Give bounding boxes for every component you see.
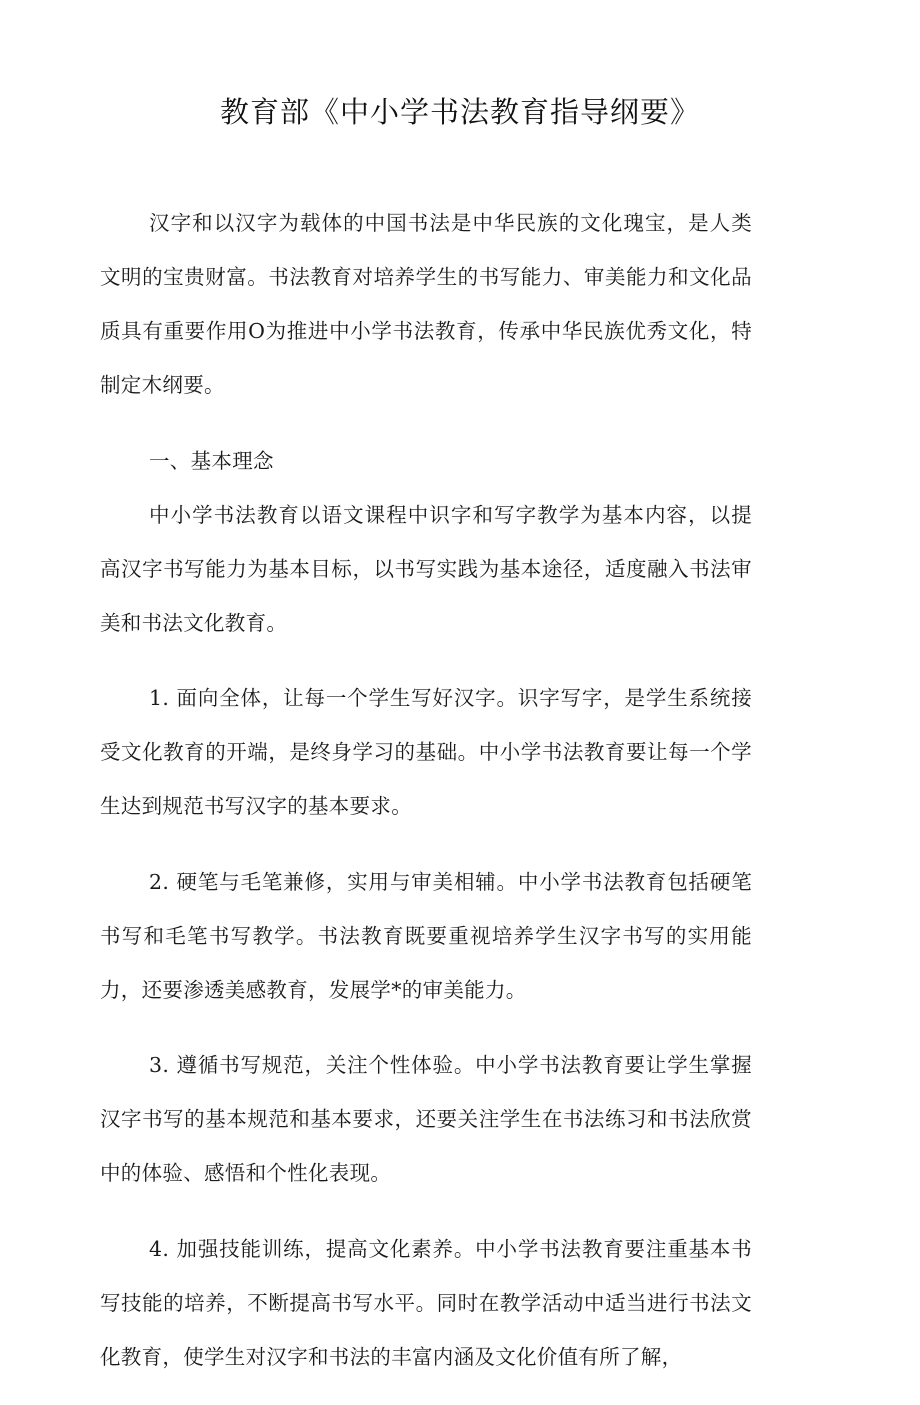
paragraph-intro: 汉字和以汉字为载体的中国书法是中华民族的文化瑰宝，是人类文明的宝贵财富。书法教育对培养学生的书写能力、审美能力和文化品质具有重要作用O为推进中小学书法教育，传承中华民族优秀文化，特制定木纲要。 <box>100 211 752 397</box>
list-item-3: 3. 遵循书写规范，关注个性体验。中小学书法教育要让学生掌握汉字书写的基本规范和基本要求，还要关注学生在书法练习和书法欣赏中的体验、感悟和个性化表现。 <box>100 1053 752 1185</box>
document-title: 教育部《中小学书法教育指导纲要》 <box>219 95 700 129</box>
list-item-4: 4. 加强技能训练，提高文化素养。中小学书法教育要注重基本书写技能的培养，不断提高书写水平。同时在教学活动中适当进行书法文化教育，使学生对汉字和书法的丰富内涵及文化价值有所了解， <box>100 1236 752 1369</box>
list-item-1: 1. 面向全体，让每一个学生写好汉字。识字写字，是学生系统接受文化教育的开端，是终身学习的基础。中小学书法教育要让每一个学生达到规范书写汉字的基本要求。 <box>100 686 752 818</box>
section-heading-basic-concept: 一、基本理念 <box>149 448 274 473</box>
document-body <box>100 196 752 1405</box>
list-item-2: 2. 硬笔与毛笔兼修，实用与审美相辅。中小学书法教育包括硬笔书写和毛笔书写教学。书法教育既要重视培养学生汉字书写的实用能力，还要渗透美感教育，发展学*的审美能力。 <box>100 869 752 1002</box>
paragraph-basic-concept: 中小学书法教育以语文课程中识字和写字教学为基本内容，以提高汉字书写能力为基本目标，以书写实践为基本途径，适度融入书法审美和书法文化教育。 <box>100 502 752 635</box>
